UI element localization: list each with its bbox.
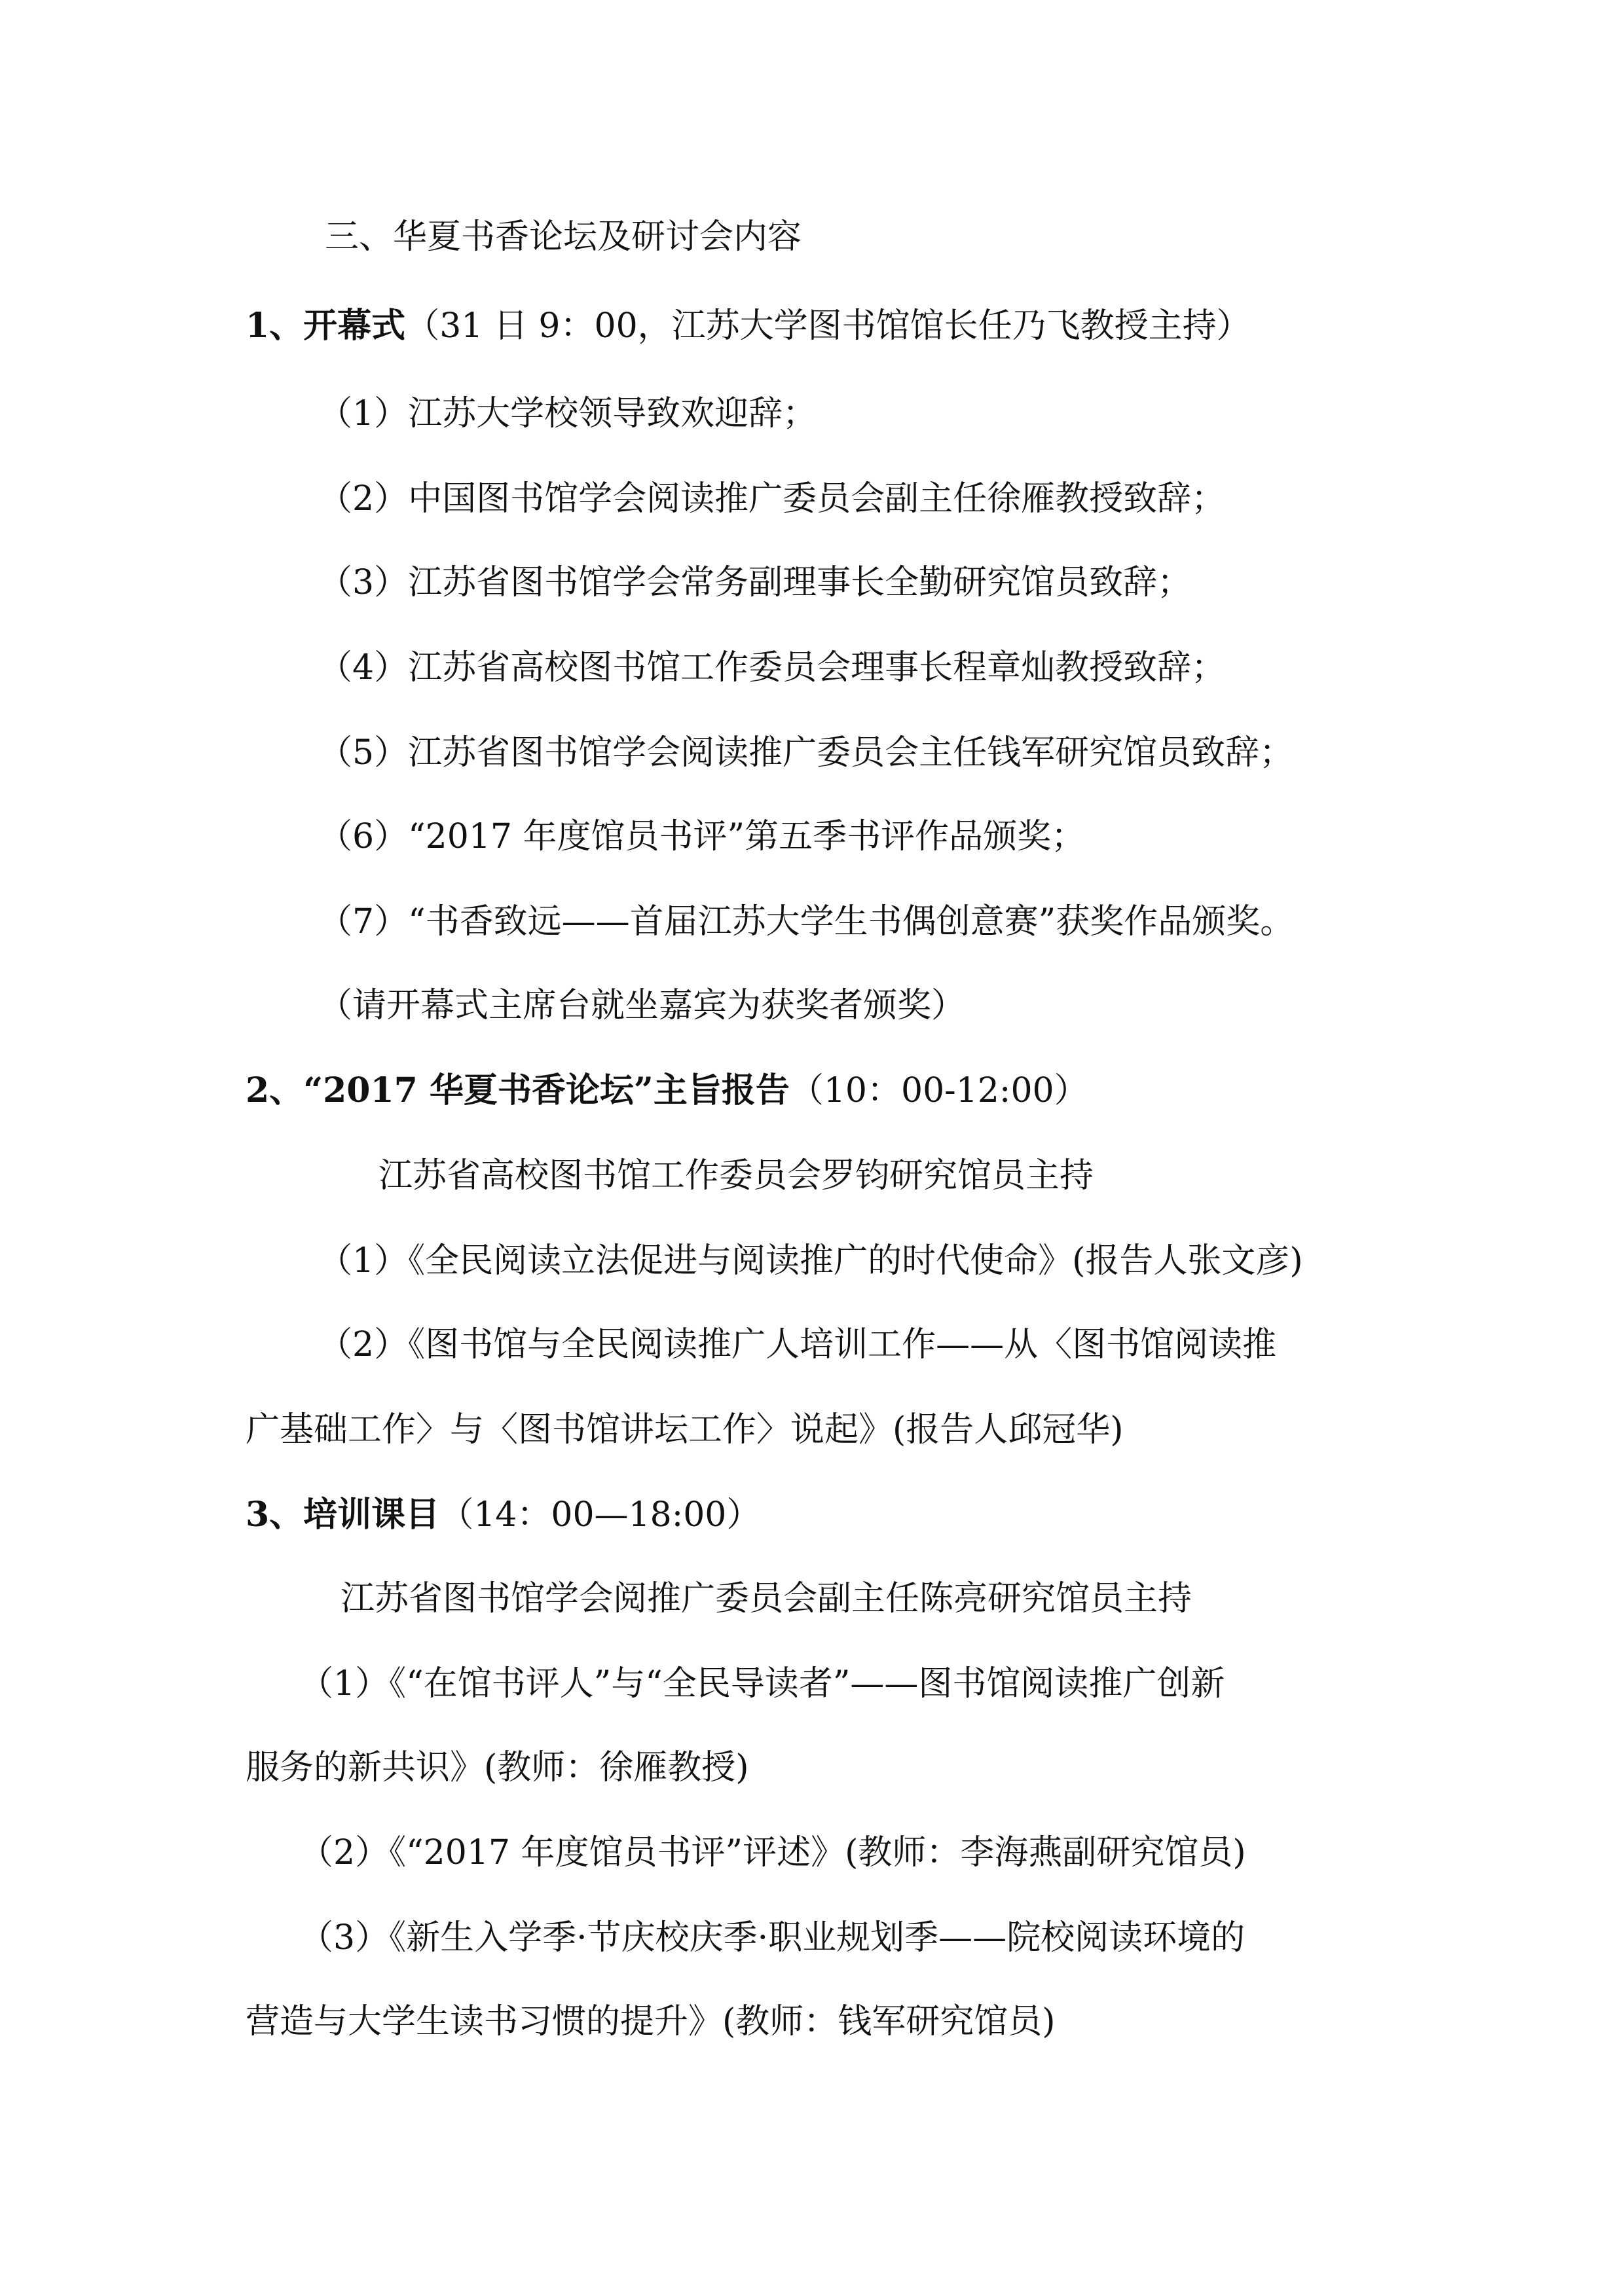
training-item-1-line-2: 服务的新共识》(教师：徐雁教授)	[246, 1748, 749, 1787]
opening-item-3: （3）江苏省图书馆学会常务副理事长全勤研究馆员致辞；	[318, 563, 1192, 602]
opening-item-5: （5）江苏省图书馆学会阅读推广委员会主任钱军研究馆员致辞；	[318, 733, 1294, 773]
keynote-item-1: （1）《全民阅读立法促进与阅读推广的时代使命》(报告人张文彦)	[318, 1241, 1303, 1281]
opening-note: （请开幕式主席台就坐嘉宾为获奖者颁奖）	[318, 986, 966, 1025]
opening-item-2: （2）中国图书馆学会阅读推广委员会副主任徐雁教授致辞；	[318, 479, 1226, 519]
section-title: 三、华夏书香论坛及研讨会内容	[325, 217, 802, 257]
training-heading-note: （14：00—18:00）	[439, 1495, 761, 1535]
keynote-item-2-line-2: 广基础工作〉与〈图书馆讲坛工作〉说起》(报告人邱冠华)	[246, 1410, 1124, 1449]
training-item-3-line-1: （3）《新生入学季·节庆校庆季·职业规划季——院校阅读环境的	[299, 1918, 1246, 1958]
training-item-3-line-2: 营造与大学生读书习惯的提升》(教师：钱军研究馆员)	[246, 2002, 1056, 2041]
opening-item-7: （7）“书香致远——首届江苏大学生书偶创意赛”获奖作品颁奖。	[318, 902, 1295, 941]
training-heading-line	[246, 1494, 760, 1536]
opening-heading: 1、开幕式	[246, 306, 406, 346]
keynote-heading-note: （10：00-12:00）	[789, 1071, 1088, 1110]
opening-item-6: （6）“2017 年度馆员书评”第五季书评作品颁奖；	[318, 817, 1086, 856]
keynote-item-2-line-1: （2）《图书馆与全民阅读推广人培训工作——从〈图书馆阅读推	[318, 1325, 1277, 1364]
training-host: 江苏省图书馆学会阅推广委员会副主任陈亮研究馆员主持	[341, 1579, 1192, 1618]
opening-item-4: （4）江苏省高校图书馆工作委员会理事长程章灿教授致辞；	[318, 648, 1226, 687]
training-heading: 3、培训课目	[246, 1495, 440, 1535]
opening-item-1: （1）江苏大学校领导致欢迎辞；	[318, 394, 817, 433]
training-item-2: （2）《“2017 年度馆员书评”评述》(教师：李海燕副研究馆员)	[299, 1833, 1246, 1872]
keynote-host: 江苏省高校图书馆工作委员会罗钧研究馆员主持	[378, 1156, 1094, 1195]
keynote-heading: 2、“2017 华夏书香论坛”主旨报告	[246, 1070, 790, 1110]
training-item-1-line-1: （1）《“在馆书评人”与“全民导读者”——图书馆阅读推广创新	[299, 1664, 1225, 1704]
keynote-heading-line	[246, 1070, 1088, 1112]
opening-heading-line	[246, 305, 1251, 347]
opening-heading-note: （31 日 9：00，江苏大学图书馆馆长任乃飞教授主持）	[405, 306, 1251, 346]
